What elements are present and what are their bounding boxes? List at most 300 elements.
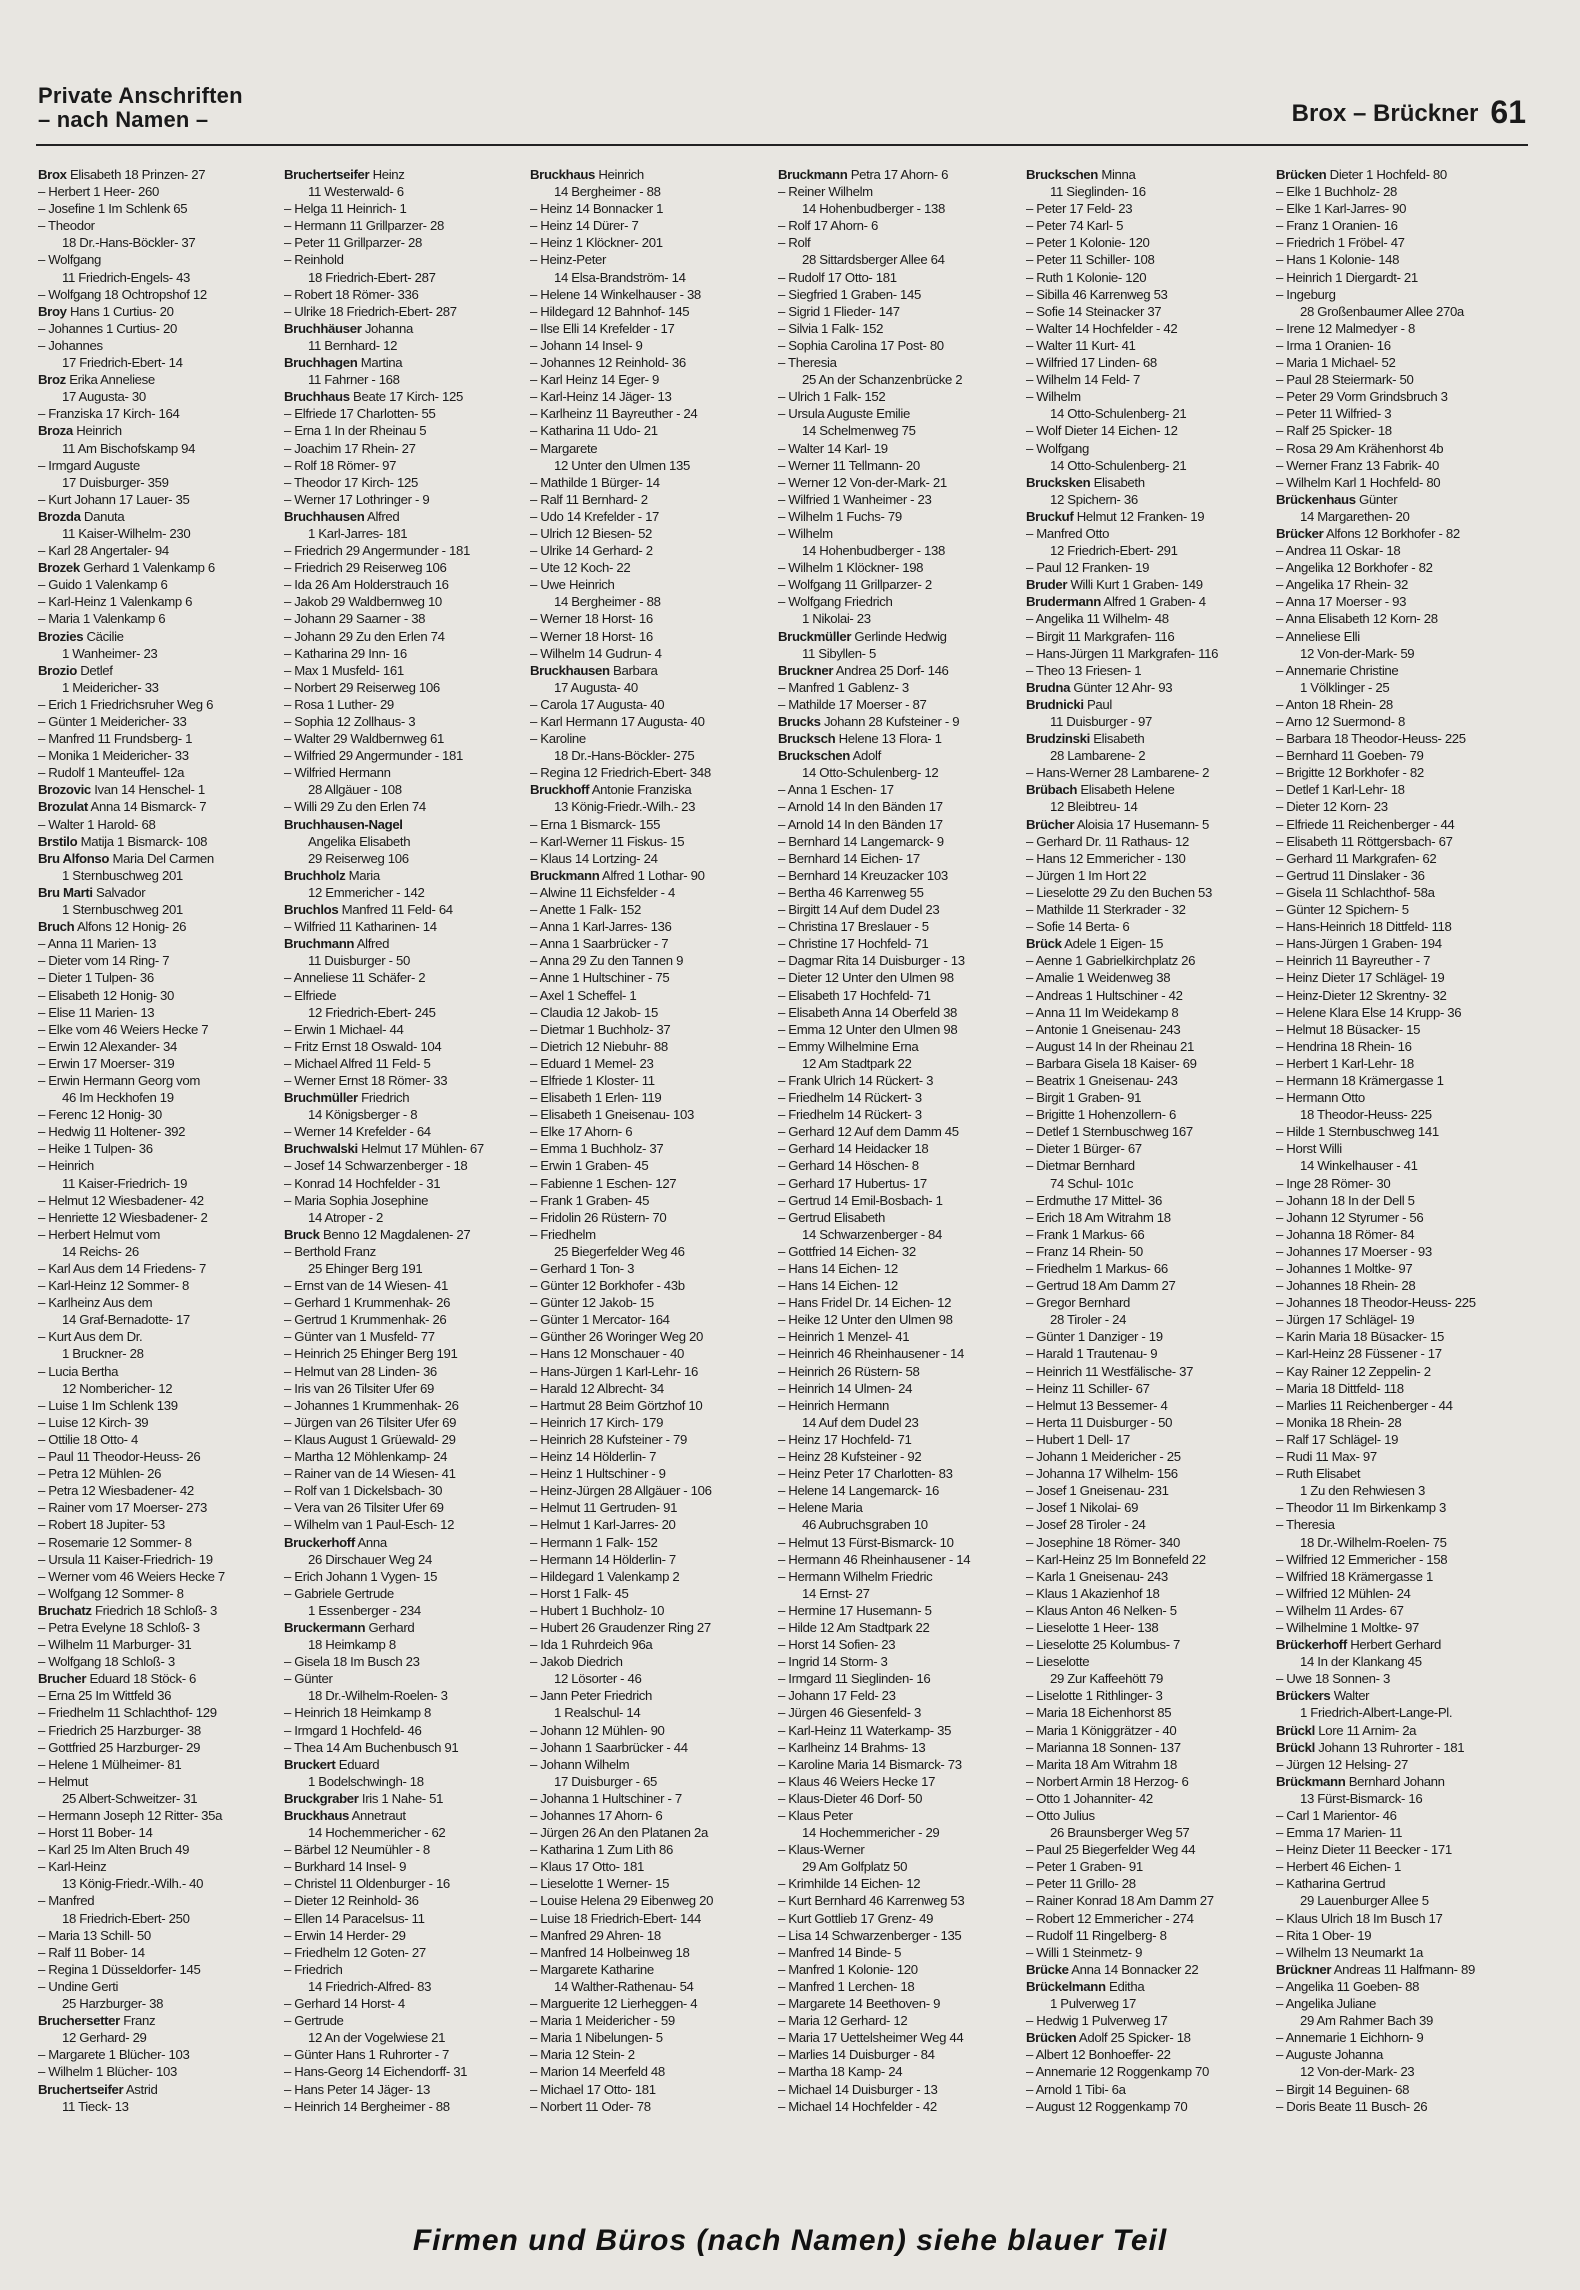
directory-entry: – Wilfried 17 Linden- 68 — [1026, 355, 1157, 371]
directory-entry: – Karl 28 Angertaler- 94 — [38, 543, 169, 559]
directory-entry: – Maria 1 Michael- 52 — [1276, 355, 1396, 371]
directory-entry: – Arnold 14 In den Bänden 17 — [778, 816, 943, 832]
directory-entry: – Erwin 17 Moerser- 319 — [38, 1055, 175, 1071]
directory-entry: – Peter 11 Wilfried- 3 — [1276, 406, 1392, 422]
directory-entry: 11 Tieck- 13 — [62, 2098, 129, 2114]
directory-entry: – Heinrich 28 Kufsteiner - 79 — [530, 1431, 687, 1447]
directory-entry: – Detlef 1 Karl-Lehr- 18 — [1276, 782, 1405, 798]
directory-entry: – Wilfried 11 Katharinen- 14 — [284, 919, 437, 935]
directory-entry: Brücker Alfons 12 Borkhofer - 82 — [1276, 525, 1460, 541]
directory-entry: Brozovic Ivan 14 Henschel- 1 — [38, 782, 205, 798]
directory-entry: – Horst 1 Falk- 45 — [530, 1585, 629, 1601]
directory-entry: 17 Duisburger- 359 — [62, 474, 169, 490]
directory-entry: – Wolfgang — [38, 252, 101, 268]
directory-entry: 11 Fahrner - 168 — [308, 372, 400, 388]
directory-entry: – Gertrud 1 Krummenhak- 26 — [284, 1312, 447, 1328]
directory-entry: – Petra Evelyne 18 Schloß- 3 — [38, 1619, 200, 1635]
directory-entry: – Doris Beate 11 Busch- 26 — [1276, 2098, 1428, 2114]
directory-entry: Bruckner Andrea 25 Dorf- 146 — [778, 662, 949, 678]
directory-entry: Bruckermann Gerhard — [284, 1619, 415, 1635]
directory-entry: – Arnold 1 Tibi- 6a — [1026, 2081, 1126, 2097]
directory-entry: – August 12 Roggenkamp 70 — [1026, 2098, 1188, 2114]
directory-entry: – Peter 17 Feld- 23 — [1026, 201, 1133, 217]
directory-entry: – Anna 11 Marien- 13 — [38, 936, 157, 952]
directory-entry: – Theresia — [1276, 1517, 1335, 1533]
directory-entry: – Siegfried 1 Graben- 145 — [778, 286, 922, 302]
directory-entry: – Mathilde 1 Bürger- 14 — [530, 474, 660, 490]
directory-entry: Bruckgraber Iris 1 Nahe- 51 — [284, 1790, 444, 1806]
directory-entry: – Reiner Wilhelm — [778, 184, 873, 200]
directory-entry: 14 Schwarzenberger - 84 — [802, 1226, 943, 1242]
directory-entry: 18 Dr.-Hans-Böckler- 37 — [62, 235, 196, 251]
directory-entry: – Herbert 1 Heer- 260 — [38, 184, 159, 200]
directory-entry: – Heinrich 25 Ehinger Berg 191 — [284, 1346, 458, 1362]
directory-entry: Bruchhagen Martina — [284, 355, 403, 371]
directory-entry: 11 Duisburger - 50 — [308, 953, 410, 969]
directory-entry: – Birgit 11 Markgrafen- 116 — [1026, 628, 1175, 644]
directory-entry: – Heinz 14 Dürer- 7 — [530, 218, 639, 234]
directory-entry: – Katharina Gertrud — [1276, 1876, 1386, 1892]
directory-entry: – Dieter 12 Korn- 23 — [1276, 799, 1388, 815]
directory-entry: – Friedhelm 14 Rückert- 3 — [778, 1107, 922, 1123]
directory-entry: – Hans-Georg 14 Eichendorff- 31 — [284, 2064, 468, 2080]
directory-entry: – Peter 11 Schiller- 108 — [1026, 252, 1155, 268]
directory-entry: – Friedhelm 11 Schlachthof- 129 — [38, 1705, 217, 1721]
directory-entry: – Friedhelm — [530, 1226, 596, 1242]
directory-entry: – Helene 14 Langemarck- 16 — [778, 1483, 939, 1499]
directory-entry: – Uwe Heinrich — [530, 577, 615, 593]
directory-entry: – Hans 14 Eichen- 12 — [778, 1261, 898, 1276]
directory-entry: – Maria Sophia Josephine — [284, 1192, 429, 1208]
directory-entry: – Joachim 17 Rhein- 27 — [284, 440, 416, 456]
directory-entry: Bruchmüller Friedrich — [284, 1090, 410, 1106]
directory-entry: – Elke 1 Buchholz- 28 — [1276, 184, 1397, 200]
directory-entry: – Klaus Peter — [778, 1808, 853, 1823]
directory-entry: 13 Fürst-Bismarck- 16 — [1300, 1790, 1423, 1806]
directory-entry: – Klaus-Werner — [778, 1842, 865, 1858]
directory-entry: – Klaus August 1 Grüewald- 29 — [284, 1431, 456, 1447]
directory-entry: Bruckschen Adolf — [778, 748, 881, 764]
directory-entry: – Konrad 14 Hochfelder - 31 — [284, 1175, 441, 1191]
directory-entry: – Jürgen 1 Im Hort 22 — [1026, 867, 1147, 883]
directory-entry: – Albert 12 Bonhoeffer- 22 — [1026, 2047, 1171, 2063]
directory-column-3 — [530, 166, 770, 2206]
directory-entry: – Paul 12 Franken- 19 — [1026, 560, 1150, 576]
directory-entry: – Sibilla 46 Karrenweg 53 — [1026, 286, 1168, 302]
directory-entry: – Gregor Bernhard — [1026, 1295, 1131, 1311]
directory-entry: – Norbert Armin 18 Herzog- 6 — [1026, 1773, 1189, 1789]
directory-entry: – Bernhard 14 Kreuzacker 103 — [778, 867, 948, 883]
directory-entry: – Maria 12 Gerhard- 12 — [778, 2013, 908, 2029]
directory-entry: Bruck Benno 12 Magdalenen- 27 — [284, 1226, 471, 1242]
directory-entry: 13 König-Friedr.-Wilh.- 23 — [554, 799, 696, 815]
directory-entry: – Hans 12 Emmericher - 130 — [1026, 850, 1186, 866]
directory-entry: – Gottfried 25 Harzburger- 29 — [38, 1739, 201, 1755]
directory-entry: – Dieter 12 Unter den Ulmen 98 — [778, 970, 954, 986]
directory-entry: – Wilfried 18 Krämergasse 1 — [1276, 1568, 1433, 1584]
directory-entry: – Robert 12 Emmericher - 274 — [1026, 1910, 1194, 1926]
directory-entry: – Maria 17 Uettelsheimer Weg 44 — [778, 2030, 964, 2046]
directory-entry: – Johannes 17 Ahorn- 6 — [530, 1808, 663, 1823]
directory-entry: – Theodor — [38, 218, 95, 234]
directory-entry: 12 Von-der-Mark- 59 — [1300, 645, 1415, 661]
directory-entry: Bruckschen Minna — [1026, 167, 1136, 182]
directory-entry: 1 Zu den Rehwiesen 3 — [1300, 1483, 1425, 1499]
directory-entry: – Liselotte 1 Rithlinger- 3 — [1026, 1688, 1163, 1704]
directory-entry: – Anna 1 Eschen- 17 — [778, 782, 894, 798]
directory-entry: – Friedhelm 1 Markus- 66 — [1026, 1261, 1168, 1276]
directory-entry: – Peter 11 Grillparzer- 28 — [284, 235, 422, 251]
directory-entry: – Erich 1 Friedrichsruher Weg 6 — [38, 696, 214, 712]
directory-entry: – Uwe 18 Sonnen- 3 — [1276, 1671, 1390, 1687]
directory-entry: 29 Zur Kaffeehött 79 — [1050, 1671, 1163, 1687]
directory-entry: Brox Elisabeth 18 Prinzen- 27 — [38, 167, 206, 182]
directory-entry: – Hedwig 11 Holtener- 392 — [38, 1124, 186, 1140]
directory-entry: – Heike 12 Unter den Ulmen 98 — [778, 1312, 953, 1328]
directory-entry: – Hans 14 Eichen- 12 — [778, 1278, 898, 1294]
directory-entry: – Werner 18 Horst- 16 — [530, 611, 653, 627]
directory-entry: – Marion 14 Meerfeld 48 — [530, 2064, 665, 2080]
directory-entry: – Manfred 14 Binde- 5 — [778, 1944, 902, 1960]
directory-entry: – Klaus-Dieter 46 Dorf- 50 — [778, 1790, 923, 1806]
directory-entry: – Axel 1 Scheffel- 1 — [530, 987, 637, 1003]
directory-entry: – Frank 1 Graben- 45 — [530, 1192, 650, 1208]
directory-entry: – Gisela 11 Schlachthof- 58a — [1276, 884, 1435, 900]
name-range: Brox – Brückner — [1291, 100, 1479, 127]
directory-entry: – Anton 18 Rhein- 28 — [1276, 696, 1393, 712]
directory-entry: – Helmut 12 Wiesbadener- 42 — [38, 1192, 204, 1208]
directory-entry: – Erwin 1 Graben- 45 — [530, 1158, 649, 1174]
directory-entry: – Wilfried 12 Mühlen- 24 — [1276, 1585, 1411, 1601]
directory-entry: – Werner vom 46 Weiers Hecke 7 — [38, 1568, 225, 1584]
directory-entry: – Angelika 12 Borkhofer - 82 — [1276, 560, 1433, 576]
directory-entry: – Manfred 11 Frundsberg- 1 — [38, 731, 193, 747]
directory-entry: 12 Von-der-Mark- 23 — [1300, 2064, 1415, 2080]
directory-entry: – Werner 11 Tellmann- 20 — [778, 457, 920, 473]
directory-entry: – Helmut van 28 Linden- 36 — [284, 1363, 437, 1379]
directory-entry: – Carl 1 Marientor- 46 — [1276, 1808, 1397, 1823]
directory-entry: – Willi 29 Zu den Erlen 74 — [284, 799, 426, 815]
directory-entry: – Wolf Dieter 14 Eichen- 12 — [1026, 423, 1178, 439]
directory-entry: Brozio Detlef — [38, 662, 113, 678]
directory-entry: 14 Otto-Schulenberg- 21 — [1050, 457, 1187, 473]
directory-entry: – Harald 1 Trautenau- 9 — [1026, 1346, 1158, 1362]
directory-entry: – Irene 12 Malmedyer - 8 — [1276, 320, 1415, 336]
directory-entry: – Beatrix 1 Gneisenau- 243 — [1026, 1072, 1178, 1088]
directory-entry: – Anna 11 Im Weidekamp 8 — [1026, 1004, 1179, 1020]
directory-entry: – Hubert 1 Dell- 17 — [1026, 1431, 1131, 1447]
directory-entry: – Werner Ernst 18 Römer- 33 — [284, 1072, 448, 1088]
directory-entry: – Mathilde 17 Moerser - 87 — [778, 696, 927, 712]
directory-entry: – Günter van 1 Musfeld- 77 — [284, 1329, 435, 1345]
directory-entry: – Heinrich 1 Diergardt- 21 — [1276, 269, 1418, 285]
directory-entry: – Johann 12 Mühlen- 90 — [530, 1722, 665, 1738]
directory-entry: – Lisa 14 Schwarzenberger - 135 — [778, 1927, 962, 1943]
directory-entry: Bruchwalski Helmut 17 Mühlen- 67 — [284, 1141, 484, 1157]
directory-entry: 14 Königsberger - 8 — [308, 1107, 418, 1123]
directory-entry: – Ottilie 18 Otto- 4 — [38, 1431, 139, 1447]
directory-entry: – Franz 1 Oranien- 16 — [1276, 218, 1398, 234]
directory-entry: – Wilfried 12 Emmericher - 158 — [1276, 1551, 1448, 1567]
directory-entry: – Rolf 17 Ahorn- 6 — [778, 218, 878, 234]
directory-entry: 12 Emmericher - 142 — [308, 884, 425, 900]
directory-entry: – Heinz Dieter 17 Schlägel- 19 — [1276, 970, 1445, 986]
directory-entry: – Johannes 12 Reinhold- 36 — [530, 355, 686, 371]
directory-entry: – Josephine 18 Römer- 340 — [1026, 1534, 1180, 1550]
directory-entry: Brückl Johann 13 Ruhrorter - 181 — [1276, 1739, 1465, 1755]
directory-entry: 26 Braunsberger Weg 57 — [1050, 1825, 1190, 1841]
directory-entry: – Karlheinz Aus dem — [38, 1295, 153, 1311]
directory-entry: 28 Sittardsberger Allee 64 — [802, 252, 945, 268]
directory-entry: – Ilse Elli 14 Krefelder - 17 — [530, 320, 675, 336]
directory-entry: – Johann 14 Insel- 9 — [530, 337, 643, 353]
directory-entry: 1 Wanheimer- 23 — [62, 645, 158, 661]
directory-entry: Brudna Günter 12 Ahr- 93 — [1026, 679, 1173, 695]
directory-entry: – Sophia 12 Zollhaus- 3 — [284, 714, 416, 729]
directory-entry: – Wolfgang 18 Ochtropshof 12 — [38, 286, 207, 302]
directory-entry: – Wolfgang 18 Schloß- 3 — [38, 1654, 175, 1670]
directory-entry: – Gertrud 11 Dinslaker - 36 — [1276, 867, 1425, 883]
directory-entry: – Ralf 11 Bober- 14 — [38, 1944, 145, 1960]
directory-entry: – Helmut 11 Gertruden- 91 — [530, 1500, 678, 1516]
directory-entry: – Manfred 14 Holbeinweg 18 — [530, 1944, 690, 1960]
directory-entry: – Manfred 1 Lerchen- 18 — [778, 1978, 915, 1994]
directory-entry: – Friedhelm 14 Rückert- 3 — [778, 1090, 922, 1106]
directory-entry: – Anna 29 Zu den Tannen 9 — [530, 953, 684, 969]
directory-entry: Brückenhaus Günter — [1276, 491, 1398, 507]
directory-entry: – Irmgard 1 Hochfeld- 46 — [284, 1722, 422, 1738]
directory-entry: 11 Sibyllen- 5 — [802, 645, 877, 661]
directory-entry: – Peter 74 Karl- 5 — [1026, 218, 1124, 234]
directory-entry: 11 Kaiser-Friedrich- 19 — [62, 1175, 188, 1191]
directory-entry: – Michael 17 Otto- 181 — [530, 2081, 656, 2097]
directory-entry: – Monika 18 Rhein- 28 — [1276, 1414, 1402, 1430]
directory-entry: – Theodor 11 Im Birkenkamp 3 — [1276, 1500, 1447, 1516]
directory-entry: – Gabriele Gertrude — [284, 1585, 394, 1601]
directory-entry: – Bärbel 12 Neumühler - 8 — [284, 1842, 430, 1858]
directory-entry: – Günter 12 Jakob- 15 — [530, 1295, 654, 1311]
directory-entry: – Karl-Heinz 14 Jäger- 13 — [530, 389, 672, 405]
directory-entry: – Sofie 14 Berta- 6 — [1026, 919, 1130, 935]
directory-entry: – Klaus Ulrich 18 Im Busch 17 — [1276, 1910, 1443, 1926]
directory-entry: – Otto 1 Johanniter- 42 — [1026, 1790, 1153, 1806]
directory-entry: Bruchholz Maria — [284, 867, 380, 883]
directory-entry: – Rudolf 17 Otto- 181 — [778, 269, 897, 285]
directory-entry: – Martha 18 Kamp- 24 — [778, 2064, 903, 2080]
directory-entry: – Gerhard 1 Krummenhak- 26 — [284, 1295, 451, 1311]
directory-entry: Brücken Dieter 1 Hochfeld- 80 — [1276, 167, 1447, 182]
directory-entry: – Willi 1 Steinmetz- 9 — [1026, 1944, 1143, 1960]
directory-entry: Brückers Walter — [1276, 1688, 1370, 1704]
directory-entry: – Fridolin 26 Rüstern- 70 — [530, 1209, 667, 1225]
directory-entry: – Harald 12 Albrecht- 34 — [530, 1380, 664, 1396]
directory-entry: Bruchersetter Franz — [38, 2013, 156, 2029]
directory-entry: – Josef 28 Tiroler - 24 — [1026, 1517, 1146, 1533]
directory-entry: – Lucia Bertha — [38, 1363, 119, 1379]
directory-entry: – Christina 17 Breslauer - 5 — [778, 919, 929, 935]
directory-entry: 14 Hohenbudberger - 138 — [802, 201, 945, 217]
directory-entry: Brozda Danuta — [38, 508, 125, 524]
directory-entry: – Gerhard 1 Ton- 3 — [530, 1261, 635, 1276]
directory-entry: Bru Alfonso Maria Del Carmen — [38, 850, 214, 866]
directory-entry: Brückl Lore 11 Arnim- 2a — [1276, 1722, 1417, 1738]
directory-entry: – Anna 1 Karl-Jarres- 136 — [530, 919, 672, 935]
directory-entry: – Helene 14 Winkelhauser - 38 — [530, 286, 701, 302]
directory-entry: – Rosemarie 12 Sommer- 8 — [38, 1534, 192, 1550]
directory-entry: – Peter 11 Grillo- 28 — [1026, 1876, 1136, 1892]
directory-entry: – Johann 17 Feld- 23 — [778, 1688, 896, 1704]
directory-entry: – Hendrina 18 Rhein- 16 — [1276, 1038, 1412, 1054]
directory-entry: – Annemarie Christine — [1276, 662, 1399, 678]
directory-entry: 14 Margarethen- 20 — [1300, 508, 1410, 524]
directory-entry: – Ellen 14 Paracelsus- 11 — [284, 1910, 425, 1926]
footer-note: Firmen und Büros (nach Namen) siehe blauer Teil — [412, 2224, 1168, 2257]
directory-entry: – Birgit 14 Beguinen- 68 — [1276, 2081, 1410, 2097]
directory-entry: – Heinz-Jürgen 28 Allgäuer - 106 — [530, 1483, 712, 1499]
directory-entry: – Karl-Heinz 28 Füssener - 17 — [1276, 1346, 1442, 1362]
directory-entry: – Maria 1 Meidericher - 59 — [530, 2013, 675, 2029]
directory-entry: – Herbert 1 Karl-Lehr- 18 — [1276, 1055, 1414, 1071]
directory-entry: Brudzinski Elisabeth — [1026, 731, 1145, 747]
directory-entry: 14 Otto-Schulenberg- 21 — [1050, 406, 1187, 422]
directory-entry: – Johannes 18 Rhein- 28 — [1276, 1278, 1416, 1294]
directory-entry: – Rolf 18 Römer- 97 — [284, 457, 397, 473]
directory-entry: – Vera van 26 Tilsiter Ufer 69 — [284, 1500, 444, 1516]
directory-entry: 14 Otto-Schulenberg- 12 — [802, 765, 939, 781]
directory-entry: – Norbert 29 Reiserweg 106 — [284, 679, 440, 695]
directory-entry: – Gerhard Dr. 11 Rathaus- 12 — [1026, 833, 1189, 849]
directory-entry: – Paul 28 Steiermark- 50 — [1276, 372, 1414, 388]
directory-entry: – Ralf 11 Bernhard- 2 — [530, 491, 648, 507]
directory-entry: Broza Heinrich — [38, 423, 122, 439]
directory-entry: – Amalie 1 Weidenweg 38 — [1026, 970, 1171, 986]
directory-entry: – Arnold 14 In den Bänden 17 — [778, 799, 943, 815]
directory-entry: 12 Spichern- 36 — [1050, 491, 1138, 507]
directory-entry: – Petra 12 Wiesbadener- 42 — [38, 1483, 194, 1499]
directory-entry: – Maria 18 Eichenhorst 85 — [1026, 1705, 1172, 1721]
directory-entry: – Ulrich 1 Falk- 152 — [778, 389, 886, 405]
directory-entry: – Rainer van de 14 Wiesen- 41 — [284, 1466, 456, 1482]
directory-entry: – Rainer Konrad 18 Am Damm 27 — [1026, 1893, 1214, 1909]
directory-entry: – Heinz 1 Klöckner- 201 — [530, 235, 663, 251]
directory-entry: Bruckhaus Heinrich — [530, 167, 644, 182]
directory-entry: – Gerhard 17 Hubertus- 17 — [778, 1175, 927, 1191]
directory-entry: Brückner Andreas 11 Halfmann- 89 — [1276, 1961, 1475, 1977]
directory-entry: – Manfred — [38, 1893, 95, 1909]
directory-entry: – Günther 26 Woringer Weg 20 — [530, 1329, 703, 1345]
directory-entry: – Josef 1 Nikolai- 69 — [1026, 1500, 1139, 1516]
directory-entry: Bruchmann Alfred — [284, 936, 390, 952]
directory-column-6 — [1276, 166, 1516, 2206]
directory-entry: 14 Graf-Bernadotte- 17 — [62, 1312, 190, 1328]
directory-columns — [38, 166, 1538, 2206]
directory-entry: – Bernhard 14 Eichen- 17 — [778, 850, 920, 866]
directory-column-1 — [38, 166, 278, 2206]
directory-entry: – Heinz 14 Hölderlin- 7 — [530, 1449, 657, 1465]
directory-entry: – Erwin 12 Alexander- 34 — [38, 1038, 177, 1054]
directory-entry: – Karlheinz 11 Bayreuther - 24 — [530, 406, 698, 422]
directory-entry: – Norbert 11 Oder- 78 — [530, 2098, 651, 2114]
directory-entry: – Max 1 Musfeld- 161 — [284, 662, 404, 678]
directory-entry: – Wilhelm 11 Marburger- 31 — [38, 1637, 192, 1653]
directory-entry: – Erwin 14 Herder- 29 — [284, 1927, 406, 1943]
directory-entry: – Heinz 14 Bonnacker 1 — [530, 201, 664, 217]
directory-entry: Broy Hans 1 Curtius- 20 — [38, 303, 174, 319]
directory-entry: – Johann Wilhelm — [530, 1756, 630, 1772]
directory-entry: – Luise 18 Friedrich-Ebert- 144 — [530, 1910, 701, 1926]
directory-entry: – Walter 14 Karl- 19 — [778, 440, 888, 456]
directory-entry: – Rita 1 Ober- 19 — [1276, 1927, 1372, 1943]
directory-entry: – Hermann 14 Hölderlin- 7 — [530, 1551, 676, 1567]
directory-entry: Bruchhausen-Nagel — [284, 816, 403, 832]
directory-entry: – Manfred Otto — [1026, 525, 1110, 541]
directory-entry: – Theodor 17 Kirch- 125 — [284, 474, 418, 490]
directory-entry: 1 Essenberger - 234 — [308, 1602, 421, 1618]
directory-entry: 1 Nikolai- 23 — [802, 611, 871, 627]
directory-entry: – Anette 1 Falk- 152 — [530, 902, 642, 918]
directory-entry: 11 Westerwald- 6 — [308, 184, 404, 200]
directory-entry: – Herbert Helmut vom — [38, 1226, 160, 1242]
directory-entry: 1 Meidericher- 33 — [62, 679, 159, 695]
directory-entry: Brucksch Helene 13 Flora- 1 — [778, 731, 942, 747]
directory-entry: – Johanna 17 Wilhelm- 156 — [1026, 1466, 1178, 1482]
directory-entry: – Marianna 18 Sonnen- 137 — [1026, 1739, 1181, 1755]
directory-entry: Brücke Anna 14 Bonnacker 22 — [1026, 1961, 1199, 1977]
directory-entry: 29 Am Rahmer Bach 39 — [1300, 2013, 1434, 2029]
directory-entry: – Heinz 17 Hochfeld- 71 — [778, 1431, 912, 1447]
directory-entry: 14 Bergheimer - 88 — [554, 594, 661, 610]
directory-entry: – Elisabeth Anna 14 Oberfeld 38 — [778, 1004, 958, 1020]
directory-entry: 28 Allgäuer - 108 — [308, 782, 402, 798]
directory-entry: – Heinz 28 Kufsteiner - 92 — [778, 1449, 922, 1465]
directory-column-4 — [778, 166, 1018, 2206]
directory-entry: – Jürgen 26 An den Platanen 2a — [530, 1825, 708, 1841]
directory-entry: – Erwin Hermann Georg vom — [38, 1072, 201, 1088]
directory-entry: – Johanna 18 Römer- 84 — [1276, 1226, 1415, 1242]
directory-entry: 12 Unter den Ulmen 135 — [554, 457, 690, 473]
directory-entry: – Helmut 18 Büsacker- 15 — [1276, 1021, 1421, 1037]
directory-entry: – Helene Maria — [778, 1500, 863, 1516]
directory-entry: Bruchertseifer Astrid — [38, 2081, 158, 2097]
directory-entry: – Gertrud 14 Emil-Bosbach- 1 — [778, 1192, 943, 1208]
directory-entry: – Mathilde 11 Sterkrader - 32 — [1026, 902, 1186, 918]
directory-entry: – Wolfgang — [1026, 440, 1089, 456]
directory-entry: – Friedrich 29 Angermunder - 181 — [284, 543, 470, 559]
directory-entry: – August 14 In der Rheinau 21 — [1026, 1038, 1195, 1054]
directory-entry: – Hans-Jürgen 1 Graben- 194 — [1276, 936, 1442, 952]
directory-entry: – Dieter 1 Bürger- 67 — [1026, 1141, 1142, 1157]
directory-entry: 11 Friedrich-Engels- 43 — [62, 269, 191, 285]
directory-entry: – Karlheinz 14 Brahms- 13 — [778, 1739, 926, 1755]
directory-entry: 14 Elsa-Brandström- 14 — [554, 269, 686, 285]
page-range-heading — [1292, 92, 1526, 129]
directory-entry: – Hermine 17 Husemann- 5 — [778, 1602, 932, 1618]
directory-entry: – Irmgard 11 Sieglinden- 16 — [778, 1671, 931, 1687]
directory-entry: – Rudolf 11 Ringelberg- 8 — [1026, 1927, 1167, 1943]
directory-entry: 46 Aubruchsgraben 10 — [802, 1517, 928, 1533]
directory-entry: Angelika Elisabeth — [308, 833, 411, 849]
directory-entry: – Franz 14 Rhein- 50 — [1026, 1243, 1143, 1259]
directory-entry: – Hildegard 12 Bahnhof- 145 — [530, 303, 690, 319]
directory-entry: – Silvia 1 Falk- 152 — [778, 320, 884, 336]
directory-column-5 — [1026, 166, 1266, 2206]
directory-entry: 1 Pulverweg 17 — [1050, 1996, 1137, 2012]
directory-entry: 25 Ehinger Berg 191 — [308, 1261, 423, 1276]
directory-entry: – Karl Hermann 17 Augusta- 40 — [530, 714, 705, 729]
directory-entry: – Werner 14 Krefelder - 64 — [284, 1124, 431, 1140]
directory-entry: – Hans Fridel Dr. 14 Eichen- 12 — [778, 1295, 952, 1311]
directory-entry: – Gisela 18 Im Busch 23 — [284, 1654, 420, 1670]
